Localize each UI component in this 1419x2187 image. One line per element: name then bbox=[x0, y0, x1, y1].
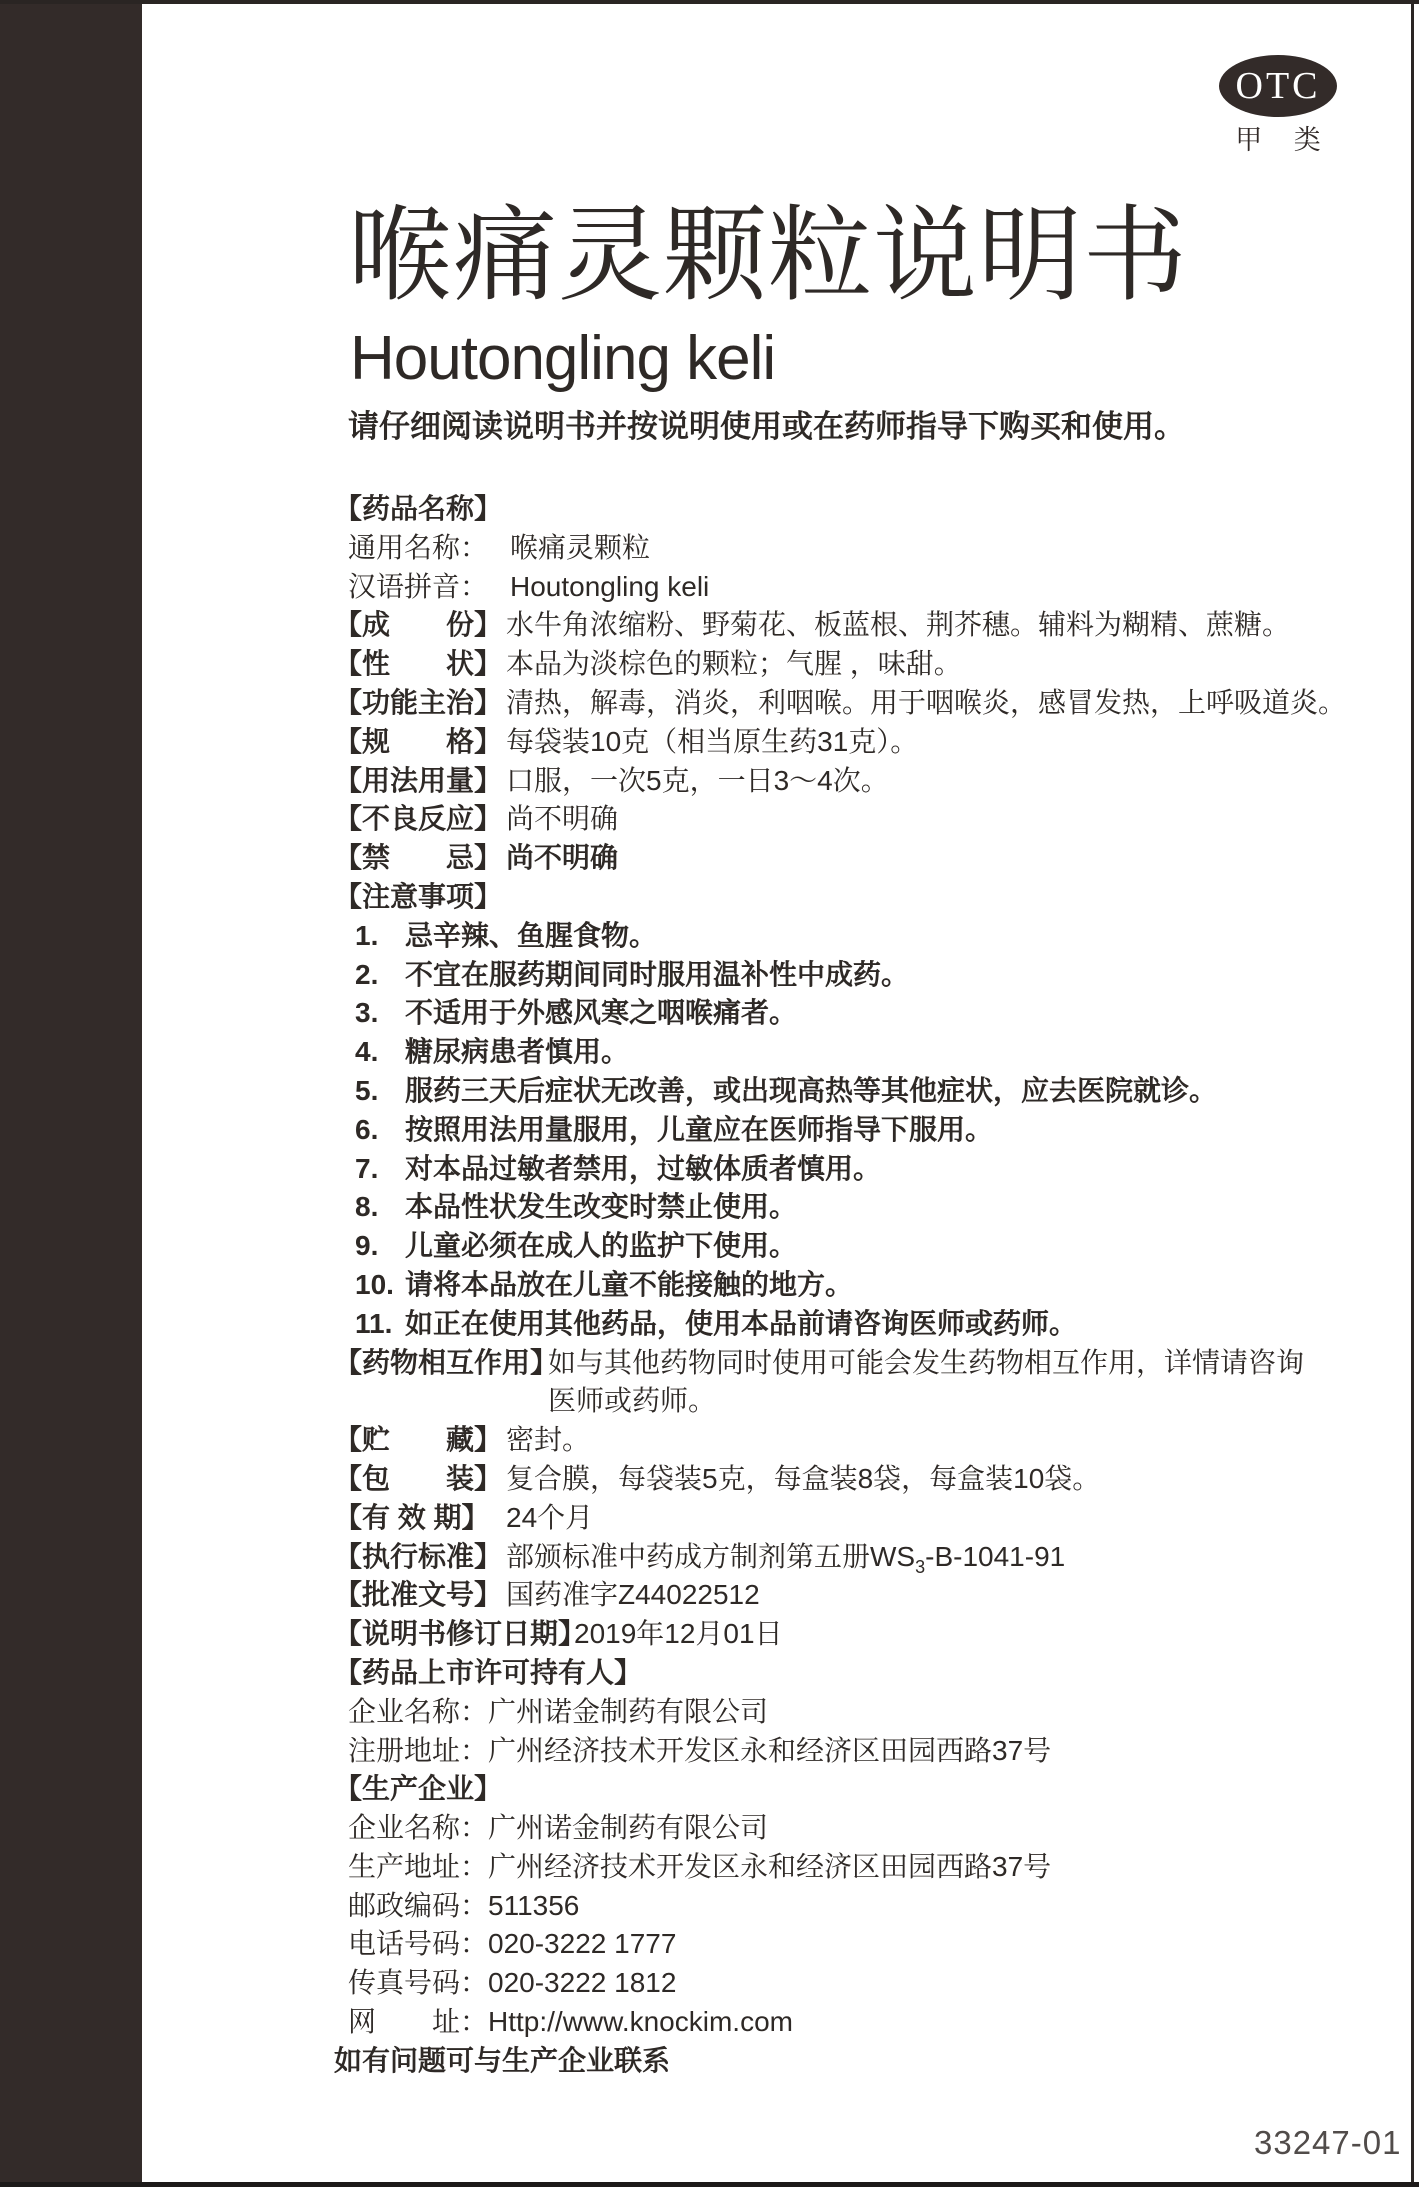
line-shelf-life: 【有 效 期】 24个月 bbox=[334, 1501, 594, 1533]
precaution-item-5: 5. 服药三天后症状无改善，或出现高热等其他症状，应去医院就诊。 bbox=[355, 1074, 1218, 1106]
line-packaging: 【包 装】 复合膜，每袋装5克，每盒装8袋，每盒装10袋。 bbox=[334, 1462, 1101, 1494]
precaution-item-4: 4. 糖尿病患者慎用。 bbox=[355, 1036, 630, 1068]
line-revision-date: 【说明书修订日期】2019年12月01日 bbox=[334, 1618, 783, 1650]
line-license-holder-heading: 【药品上市许可持有人】 bbox=[334, 1656, 643, 1688]
line-manufacturer-company: 企业名称：广州诺金制药有限公司 bbox=[348, 1812, 769, 1844]
line-adverse-reactions: 【不良反应】 尚不明确 bbox=[334, 803, 619, 835]
line-functions: 【功能主治】 清热，解毒，消炎，利咽喉。用于咽喉炎，感冒发热，上呼吸道炎。 bbox=[334, 686, 1347, 718]
precaution-item-3: 3. 不适用于外感风寒之咽喉痛者。 bbox=[355, 997, 798, 1029]
line-fax-number: 传真号码：020-3222 1812 bbox=[348, 1967, 677, 1999]
bottom-border bbox=[0, 2182, 1419, 2187]
line-approval-number: 【批准文号】 国药准字Z44022512 bbox=[334, 1579, 760, 1611]
line-standard: 【执行标准】 部颁标准中药成方制剂第五册$WS_3-B-1041-91$ bbox=[334, 1540, 1066, 1577]
precaution-item-7: 7. 对本品过敏者禁用，过敏体质者慎用。 bbox=[355, 1152, 882, 1184]
leaflet-code: 33247-01 bbox=[1254, 2124, 1402, 2161]
line-generic-name: 通用名称： 喉痛灵颗粒 bbox=[348, 531, 651, 563]
precaution-item-8: 8. 本品性状发生改变时禁止使用。 bbox=[355, 1191, 798, 1223]
line-holder-address: 注册地址：广州经济技术开发区永和经济区田园西路37号 bbox=[348, 1734, 1052, 1766]
line-specification: 【规 格】 每袋装10克（相当原生药31克）。 bbox=[334, 725, 919, 757]
otc-category: 甲 类 bbox=[1235, 125, 1321, 155]
line-website: 网 址：Http://www.knockim.com bbox=[348, 2006, 793, 2038]
precaution-item-9: 9. 儿童必须在成人的监护下使用。 bbox=[355, 1230, 798, 1262]
line-ingredients: 【成 份】 水牛角浓缩粉、野菊花、板蓝根、荆芥穗。辅料为糊精、蔗糖。 bbox=[334, 609, 1291, 641]
page-title: 喉痛灵颗粒说明书 bbox=[348, 198, 1189, 314]
line-manufacturer-heading: 【生产企业】 bbox=[334, 1773, 503, 1805]
line-holder-company: 企业名称：广州诺金制药有限公司 bbox=[348, 1695, 769, 1727]
right-border bbox=[1411, 0, 1414, 2187]
line-contact-note: 如有问题可与生产企业联系 bbox=[334, 2044, 671, 2076]
page-title-pinyin: Houtongling keli bbox=[350, 324, 776, 393]
precaution-item-10: 10. 请将本品放在儿童不能接触的地方。 bbox=[355, 1268, 854, 1300]
line-drug-interactions: 【药物相互作用】如与其他药物同时使用可能会发生药物相互作用，详情请咨询 bbox=[334, 1346, 1305, 1378]
leaflet-body bbox=[334, 490, 1394, 2081]
read-instructions-notice: 请仔细阅读说明书并按说明使用或在药师指导下购买和使用。 bbox=[348, 409, 1185, 444]
left-spine-bar bbox=[0, 0, 142, 2183]
line-pinyin-name: 汉语拼音： Houtongling keli bbox=[348, 570, 710, 602]
line-postal-code: 邮政编码：511356 bbox=[348, 1889, 580, 1921]
precaution-item-2: 2. 不宜在服药期间同时服用温补性中成药。 bbox=[355, 958, 910, 990]
line-storage: 【贮 藏】 密封。 bbox=[334, 1424, 591, 1456]
line-description: 【性 状】 本品为淡棕色的颗粒；气腥 ，味甜。 bbox=[334, 648, 962, 680]
line-drug-interactions-cont: 医师或药师。 bbox=[548, 1385, 717, 1417]
otc-label: OTC bbox=[1235, 65, 1321, 107]
line-drug-name-heading: 【药品名称】 bbox=[334, 493, 503, 524]
line-manufacturer-address: 生产地址：广州经济技术开发区永和经济区田园西路37号 bbox=[348, 1850, 1052, 1882]
line-phone-number: 电话号码：020-3222 1777 bbox=[348, 1928, 677, 1960]
precaution-item-6: 6. 按照用法用量服用，儿童应在医师指导下服用。 bbox=[355, 1113, 994, 1145]
line-contraindications: 【禁 忌】 尚不明确 bbox=[334, 842, 619, 874]
top-border bbox=[0, 0, 1419, 4]
otc-badge bbox=[1219, 55, 1337, 117]
precaution-item-11: 11. 如正在使用其他药品，使用本品前请咨询医师或药师。 bbox=[355, 1307, 1078, 1339]
line-precautions-heading: 【注意事项】 bbox=[334, 880, 503, 912]
line-dosage: 【用法用量】 口服，一次5克，一日3～4次。 bbox=[334, 764, 889, 796]
precaution-item-1: 1. 忌辛辣、鱼腥食物。 bbox=[355, 919, 658, 951]
